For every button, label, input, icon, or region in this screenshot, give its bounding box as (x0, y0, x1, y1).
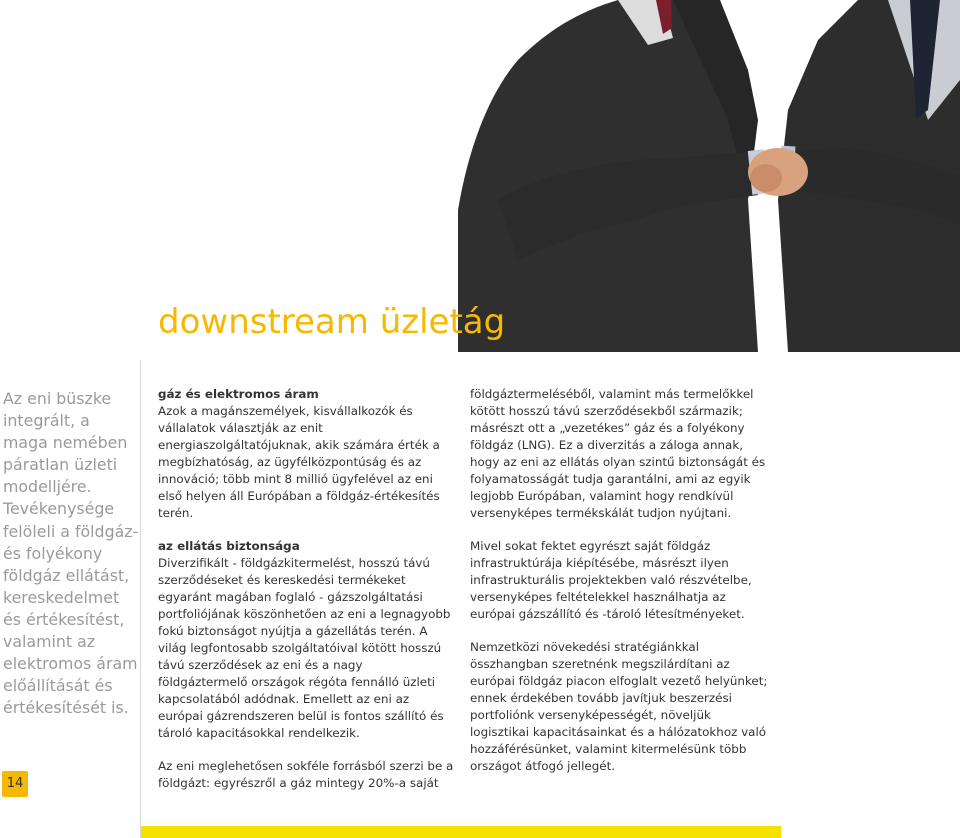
heading-supply-security: az ellátás biztonsága (158, 539, 300, 553)
handshake-illustration (458, 0, 960, 352)
paragraph-strategy: Nemzetközi növekedési stratégiánkkal összhangban szeretnénk megszilárdítani az európai földgáz piacon elfoglalt vezető helyünket; ennek érdekében tovább javítjuk beszerzési portfoliónk versenyképességét, növeljük logisztikai kapacitásainkat és a hálózatokhoz való hozzáférésünket, valamint kitermelésünk több országot átfogó jellegét. (470, 640, 768, 773)
section-title (158, 300, 505, 344)
handshake-photo (458, 0, 960, 352)
intro-text: Az eni büszke integrált, a maga nemében páratlan üzleti modelljére. Tevékenysége felöleli a földgáz- és folyékony földgáz ellátást, kereskedelmet és értékesítést, valamint az elektromos áram előállítását és értékesítését is. (3, 389, 139, 718)
page-number: 14 (2, 771, 28, 797)
title-accent: downstream (158, 302, 369, 342)
sidebar (0, 360, 141, 838)
paragraph-gas-electricity: Azok a magánszemélyek, kisvállalkozók és vállalatok választják az enit energiaszolgáltatójuknak, akik számára érték a megbízhatóság, az ügyfélközpontúság és az innováció; több mint 8 millió ügyfelével az eni első helyen áll Európában a földgáz-értékesítés terén. (158, 404, 440, 520)
title-rest: üzletág (368, 302, 506, 342)
bottom-accent-bar (141, 826, 781, 838)
heading-gas-electricity: gáz és elektromos áram (158, 387, 319, 401)
paragraph-diversity: földgáztermeléséből, valamint más termelőkkel kötött hosszú távú szerződésekből származik; másrészt ott a „vezetékes” gáz és a folyékony földgáz (LNG). Ez a diverzitás a záloga annak, hogy az eni az ellátás olyan szintű biztonságát és folyamatosságát tudja garantálni, ami az egyik legjobb Európában, valamint hogy rendkívül versenyképes termékskálát tudjon nyújtani. (470, 387, 766, 520)
paragraph-sources: Az eni meglehetősen sokféle forrásból szerzi be a földgázt: egyrészről a gáz mintegy 20%-a saját (158, 759, 454, 790)
body-column-2 (470, 386, 770, 791)
paragraph-infrastructure: Mivel sokat fektet egyrészt saját földgáz infrastruktúrája kiépítésébe, másrészt ilyen infrastrukturális projektekben való részvételbe, versenyképes feltételekkel használhatja az európai gázszállító és -tároló létesítményeket. (470, 539, 752, 621)
paragraph-supply-security: Diverzifikált - földgázkitermelést, hosszú távú szerződéseket és kereskedési termékeket egyaránt magában foglaló - gázszolgáltatási portfoliójának köszönhetően az eni a legnagyobb fokú biztonságot nyújtja a gázellátás terén. A világ legfontosabb szolgáltatóival kötött hosszú távú szerződések az eni és a nagy földgáztermelő országok régóta fennálló üzleti kapcsolatából adódnak. Emellett az eni az európai gázrendszeren belül is fontos szállító és tároló kapacitásokkal rendelkezik. (158, 556, 451, 740)
body-column-1 (158, 386, 454, 808)
